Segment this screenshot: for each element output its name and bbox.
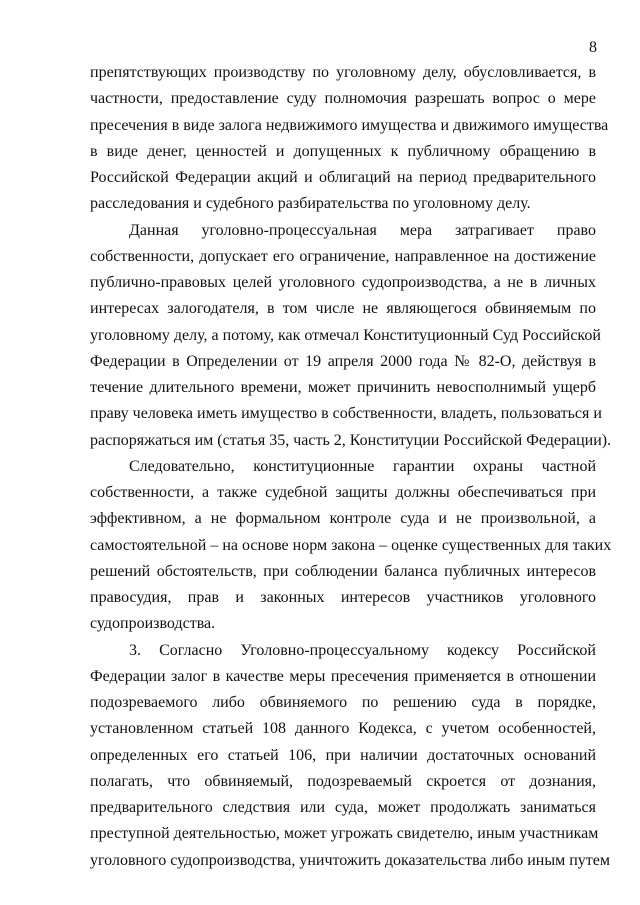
text-line: полагать, что обвиняемый, подозреваемый скроется от дознания,: [90, 772, 596, 790]
paragraph: [90, 638, 610, 874]
text-line: Данная уголовно-процессуальная мера затрагивает право: [129, 221, 596, 239]
text-line: праву человека иметь имущество в собственности, владеть, пользоваться и: [90, 405, 602, 423]
text-line: правосудия, прав и законных интересов участников уголовного: [90, 589, 596, 606]
text-line: публично-правовых целей уголовного судопроизводства, а не в личных: [90, 274, 596, 291]
text-line: уголовному делу, а потому, как отмечал Конституционный Суд Российской: [90, 326, 601, 344]
paragraph: [90, 60, 609, 218]
text-line: частности, предоставление суду полномочия разрешать вопрос о мере: [90, 90, 596, 108]
text-line: течение длительного времени, может причинить невосполнимый ущерб: [90, 379, 596, 396]
text-line: распоряжаться им (статья 35, часть 2, Конституции Российской Федерации).: [90, 431, 612, 449]
text-line: установленном статьей 108 данного Кодекса, с учетом особенностей,: [90, 720, 596, 738]
text-line: решений обстоятельств, при соблюдении баланса публичных интересов: [90, 562, 596, 580]
text-line: Федерации в Определении от 19 апреля 2000 года № 82-О, действуя в: [90, 352, 596, 370]
text-line: интересах залогодателя, в том числе не являющегося обвиняемым по: [90, 300, 596, 318]
text-line: преступной деятельностью, может угрожать свидетелю, иным участникам: [90, 825, 599, 843]
paragraph: [90, 218, 612, 454]
text-line: подозреваемого либо обвиняемого по решению суда в порядке,: [90, 694, 596, 711]
text-line: пресечения в виде залога недвижимого имущества и движимого имущества: [90, 116, 609, 134]
text-line: в виде денег, ценностей и допущенных к публичному обращению в: [90, 142, 596, 160]
page-number: 8: [589, 39, 597, 56]
text-line: препятствующих производству по уголовному делу, обусловливается, в: [90, 64, 596, 81]
text-line: расследования и судебного разбирательства по уголовному делу.: [90, 195, 531, 213]
text-line: собственности, а также судебной защиты должны обеспечиваться при: [90, 484, 596, 501]
text-line: предварительного следствия или суда, может продолжать заниматься: [90, 799, 596, 816]
text-line: судопроизводства.: [90, 615, 216, 633]
paragraph: [90, 454, 612, 638]
text-line: Следовательно, конституционные гарантии охраны частной: [129, 457, 596, 475]
text-line: уголовного судопроизводства, уничтожить доказательства либо иным путем: [90, 851, 610, 869]
document-body: [90, 60, 612, 874]
text-line: определенных его статьей 106, при наличии достаточных оснований: [90, 746, 596, 764]
text-line: самостоятельной – на основе норм закона – оценке существенных для таких: [90, 536, 612, 554]
text-line: 3. Согласно Уголовно-процессуальному кодексу Российской: [129, 641, 596, 659]
text-line: эффективном, а не формальном контроле суда и не произвольной, а: [90, 510, 596, 528]
text-line: Федерации залог в качестве меры пресечения применяется в отношении: [90, 667, 596, 685]
text-line: Российской Федерации акций и облигаций на период предварительного: [90, 169, 596, 186]
text-line: собственности, допускает его ограничение, направленное на достижение: [90, 247, 596, 265]
